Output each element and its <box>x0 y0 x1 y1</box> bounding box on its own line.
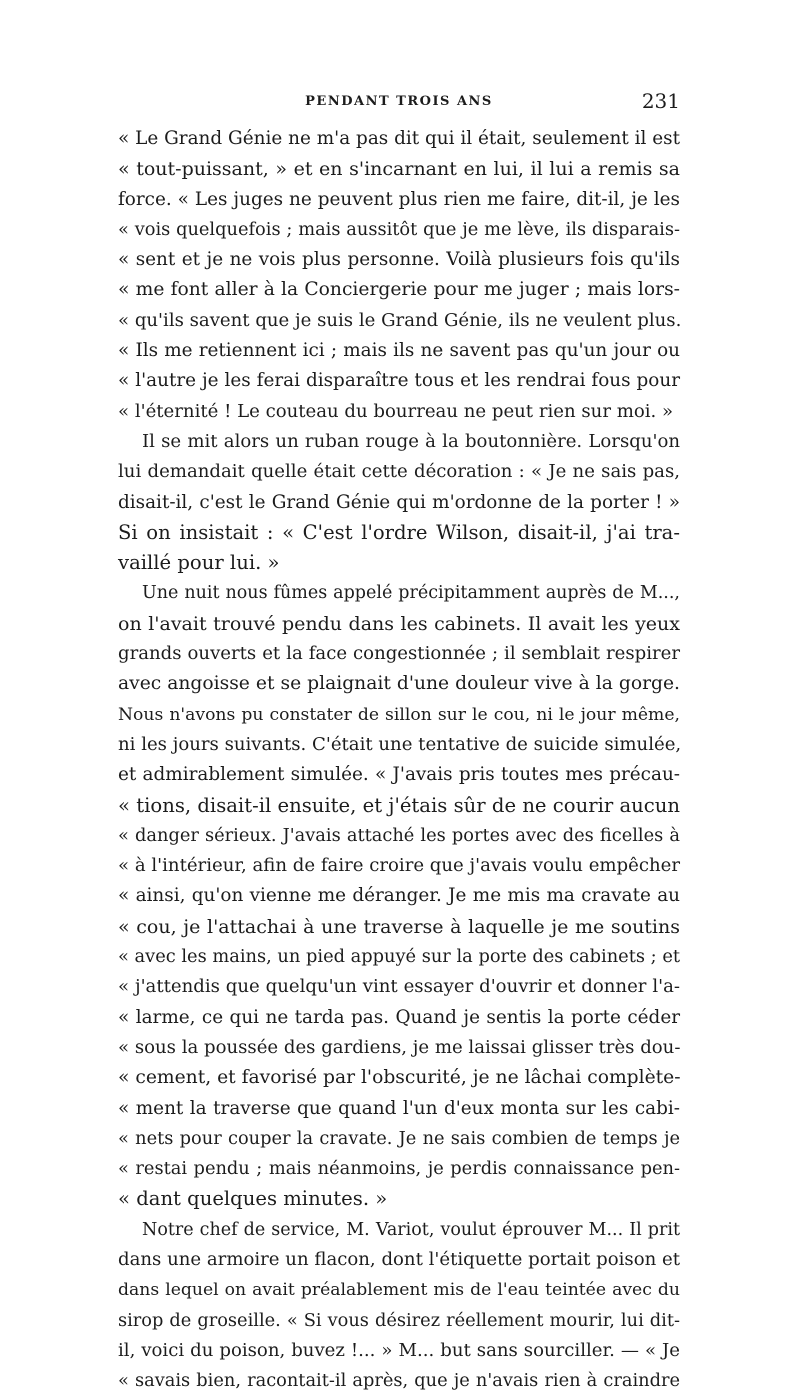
text-line: « sent et je ne vois plus personne. Voilà plusieurs fois qu'ils <box>118 249 680 271</box>
text-line: « vois quelquefois ; mais aussitôt que je me lève, ils disparais- <box>118 218 680 240</box>
text-line: « tout-puissant, » et en s'incarnant en lui, il lui a remis sa <box>118 158 680 181</box>
page-number: 231 <box>641 89 680 113</box>
text-line: « Le Grand Génie ne m'a pas dit qui il était, seulement il est <box>118 128 680 149</box>
text-line: sirop de groseille. « Si vous désirez réellement mourir, lui dit- <box>118 1309 680 1331</box>
text-line: Si on insistait : « C'est l'ordre Wilson, disait-il, j'ai tra- <box>118 520 680 544</box>
body-text <box>118 124 680 1396</box>
text-line: « l'éternité ! Le couteau du bourreau ne peut rien sur moi. » <box>118 400 674 422</box>
text-line: ni les jours suivants. C'était une tentative de suicide simulée, <box>118 733 682 755</box>
text-line: vaillé pour lui. » <box>118 551 280 575</box>
text-line: « avec les mains, un pied appuyé sur la porte des cabinets ; et <box>118 946 680 968</box>
text-line: lui demandait quelle était cette décoration : « Je ne sais pas, <box>118 461 680 483</box>
text-line: et admirablement simulée. « J'avais pris toutes mes précau- <box>118 764 680 786</box>
text-line: « danger sérieux. J'avais attaché les portes avec des ficelles à <box>118 824 680 846</box>
text-line: Il se mit alors un ruban rouge à la boutonnière. Lorsqu'on <box>142 430 680 452</box>
text-line: force. « Les juges ne peuvent plus rien me faire, dit-il, je les <box>118 188 680 210</box>
text-line: « nets pour couper la cravate. Je ne sais combien de temps je <box>118 1127 680 1149</box>
page-header <box>118 89 680 118</box>
text-line: « restai pendu ; mais néanmoins, je perdis connaissance pen- <box>118 1158 680 1180</box>
text-line: « qu'ils savent que je suis le Grand Génie, ils ne veulent plus. <box>118 309 682 331</box>
text-line: « j'attendis que quelqu'un vint essayer d'ouvrir et donner l'a- <box>118 976 680 998</box>
text-line: grands ouverts et la face congestionnée ; il semblait respirer <box>118 643 680 665</box>
text-line: « cou, je l'attachai à une traverse à laquelle je me soutins <box>118 915 680 938</box>
text-line: dans lequel on avait préalablement mis de l'eau teintée avec du <box>118 1280 680 1301</box>
text-line: on l'avait trouvé pendu dans les cabinets. Il avait les yeux <box>118 612 680 635</box>
text-line: il, voici du poison, buvez !... » M... but sans sourciller. — « Je <box>118 1339 680 1361</box>
text-line: « dant quelques minutes. » <box>118 1187 388 1211</box>
text-line: « larme, ce qui ne tarda pas. Quand je sentis la porte céder <box>118 1006 680 1028</box>
text-line: avec angoisse et se plaignait d'une douleur vive à la gorge. <box>118 673 680 695</box>
text-line: « savais bien, racontait-il après, que je n'avais rien à craindre <box>118 1370 680 1392</box>
text-line: « l'autre je les ferai disparaître tous et les rendrai fous pour <box>118 370 680 392</box>
text-line: « sous la poussée des gardiens, je me laissai glisser très dou- <box>118 1036 681 1058</box>
text-line: « Ils me retiennent ici ; mais ils ne savent pas qu'un jour ou <box>118 340 680 362</box>
text-line: « cement, et favorisé par l'obscurité, je ne lâchai complète- <box>118 1067 681 1089</box>
text-line: « tions, disait-il ensuite, et j'étais sûr de ne courir aucun <box>118 793 680 817</box>
text-line: « me font aller à la Conciergerie pour me juger ; mais lors- <box>118 279 680 301</box>
text-line: Nous n'avons pu constater de sillon sur le cou, ni le jour même, <box>118 704 680 725</box>
text-line: Une nuit nous fûmes appelé précipitamment auprès de M..., <box>142 583 680 604</box>
text-line: dans une armoire un flacon, dont l'étiquette portait poison et <box>118 1248 680 1270</box>
running-title: PENDANT TROIS ANS <box>305 94 493 109</box>
text-line: « à l'intérieur, afin de faire croire que j'avais voulu empêcher <box>118 855 680 877</box>
text-line: « ment la traverse que quand l'un d'eux monta sur les cabi- <box>118 1097 680 1119</box>
text-line: « ainsi, qu'on vienne me déranger. Je me mis ma cravate au <box>118 885 680 907</box>
text-line: Notre chef de service, M. Variot, voulut éprouver M... Il prit <box>142 1219 680 1240</box>
text-line: disait-il, c'est le Grand Génie qui m'ordonne de la porter ! » <box>118 491 680 513</box>
